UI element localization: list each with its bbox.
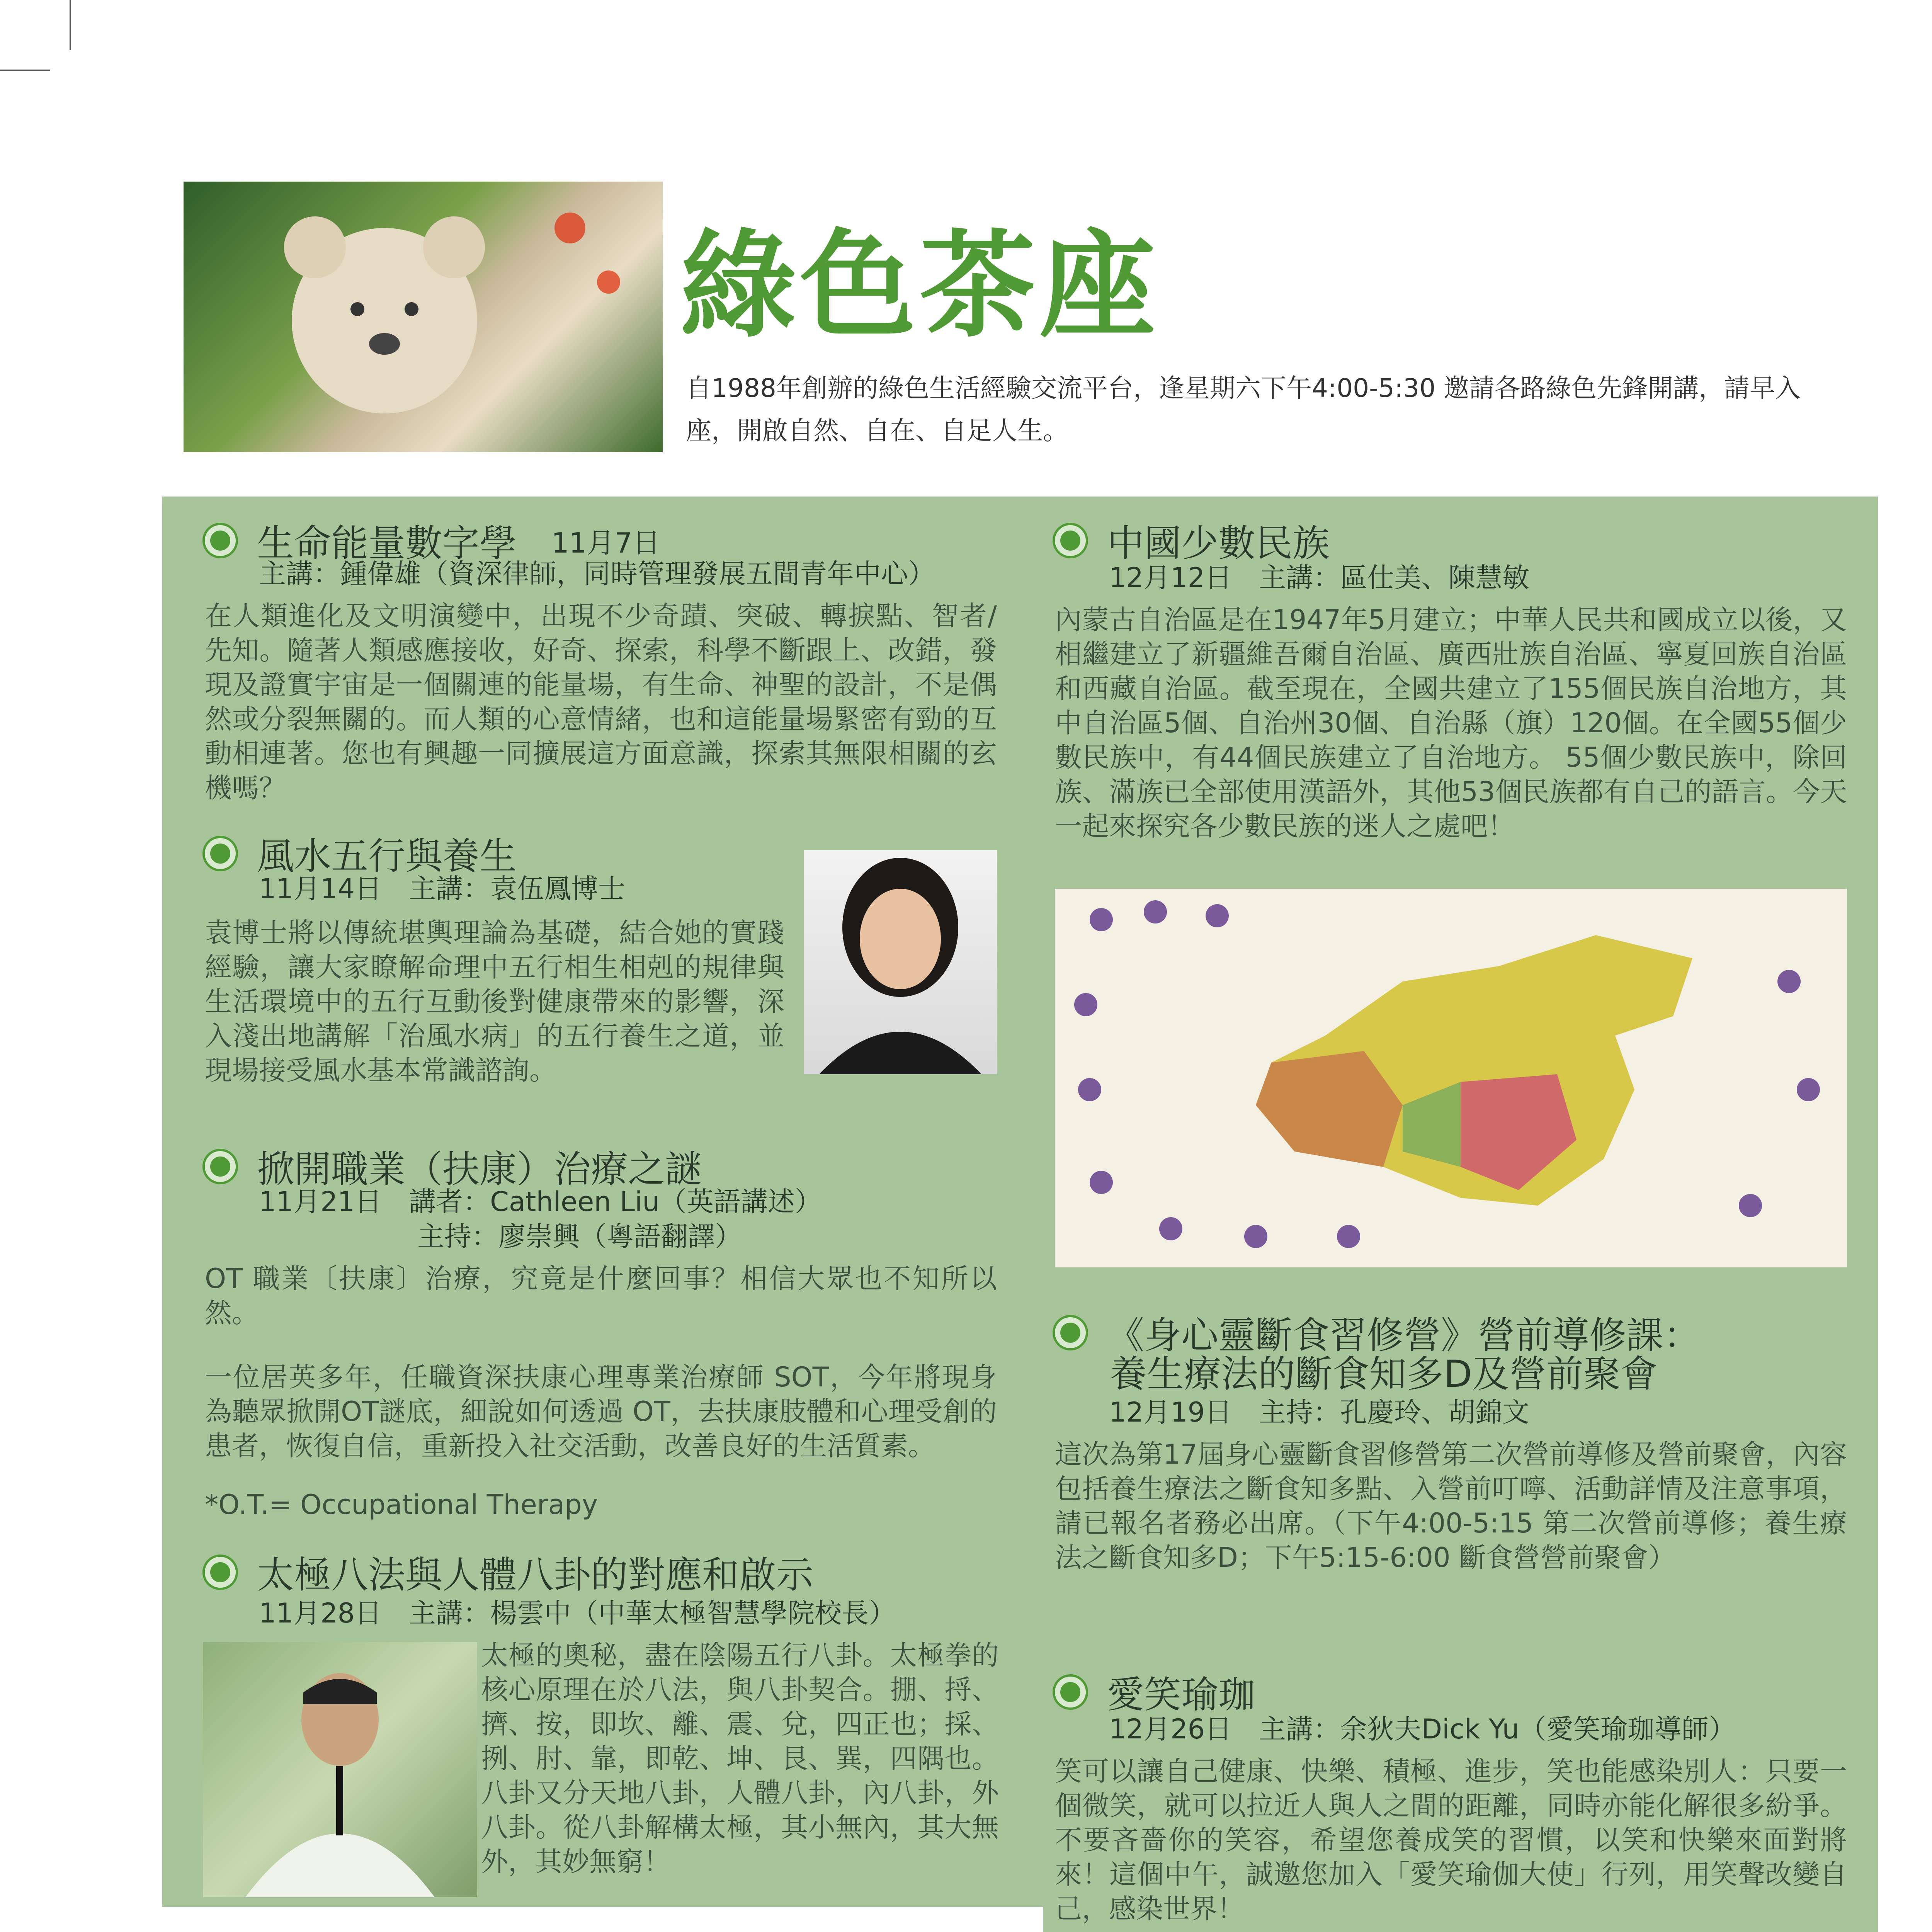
bullet-icon — [1055, 525, 1086, 556]
event-speaker: 11月28日 主講：楊雲中（中華太極智慧學院校長） — [259, 1597, 896, 1629]
bullet-icon — [1055, 1677, 1086, 1708]
event-speaker: 12月19日 主持：孔慶玲、胡錦文 — [1109, 1396, 1530, 1428]
event-description: 笑可以讓自己健康、快樂、積極、進步，笑也能感染別人：只要一個微笑，就可以拉近人與人之間的距離，同時亦能化解很多紛爭。不要吝嗇你的笑容，希望您養成笑的習慣，以笑和快樂來面對將來！這個中午，誠邀您加入「愛笑瑜伽大使」行列，用笑聲改變自己，感染世界！ — [1055, 1755, 1847, 1925]
teddy-bear-photo — [184, 182, 663, 452]
crop-mark — [70, 0, 71, 50]
event-speaker: 12月12日 主講：區仕美、陳慧敏 — [1109, 562, 1530, 594]
event-description: 一位居英多年，任職資深扶康心理專業治療師 SOT，今年將現身為聽眾掀開OT謎底，細說如何透過 OT，去扶康肢體和心理受創的患者，恢復自信，重新投入社交活動，改善良好的生活質素。 — [205, 1361, 997, 1462]
event-speaker: 主講：鍾偉雄（資深律師，同時管理發展五間青年中心） — [259, 558, 935, 590]
event-speaker: 12月26日 主講：余狄夫Dick Yu（愛笑瑜珈導師） — [1109, 1713, 1736, 1745]
bullet-icon — [1055, 1317, 1086, 1348]
event-host: 主持：廖崇興（粵語翻譯） — [417, 1221, 742, 1252]
page-subtitle: 自1988年創辦的綠色生活經驗交流平台，逢星期六下午4:00-5:30 邀請各路綠色先鋒開講，請早入座，開啟自然、自在、自足人生。 — [686, 373, 1801, 446]
speaker-photo — [203, 1642, 477, 1897]
event-speaker: 11月14日 主講：袁伍鳳博士 — [259, 873, 626, 905]
event-title — [205, 1928, 591, 1932]
event-title — [1055, 514, 1330, 567]
event-title — [1055, 1665, 1255, 1718]
speaker-photo — [804, 850, 997, 1074]
china-ethnic-map — [1055, 889, 1847, 1267]
page-title: 綠色茶座 — [680, 218, 1159, 353]
event-title-line2 — [1110, 1345, 1658, 1398]
event-title-text: 掀開職業（扶康）治療之謎 — [257, 1148, 702, 1191]
event-description: 這次為第17屆身心靈斷食習修營第二次營前導修及營前聚會，內容包括養生療法之斷食知多點、入營前叮嚀、活動詳情及注意事項，請已報名者務必出席。（下午4:00-5:15 第二次營前導修；養生療法之斷食知多D；下午5:15-6:00 斷食營營前聚會） — [1055, 1439, 1847, 1573]
event-title-text: 《身心靈斷食習修營》營前導修課： — [1107, 1314, 1701, 1357]
event-description: 在人類進化及文明演變中，出現不少奇蹟、突破、轉捩點、智者/先知。隨著人類感應接收，好奇、探索，科學不斷跟上、改錯，發現及證實宇宙是一個關連的能量場，有生命、神聖的設計，不是偶然或分裂無關的。而人類的心意情緒，也和這能量場緊密有勁的互動相連著。您也有興趣一同擴展這方面意識，探索其無限相關的玄機嗎？ — [205, 600, 997, 804]
event-description: 太極的奧秘，盡在陰陽五行八卦。太極拳的核心原理在於八法，與八卦契合。掤、捋、擠、按，即坎、離、震、兌，四正也；採、挒、肘、靠，即乾、坤、艮、巽，四隅也。八卦又分天地八卦，人體八卦，內八卦，外八卦。從八卦解構太極，其小無內，其大無外，其妙無窮！ — [481, 1639, 999, 1878]
event-description: OT 職業〔扶康〕治療，究竟是什麼回事？相信大眾也不知所以然。 — [205, 1263, 997, 1329]
bullet-icon — [205, 1151, 236, 1182]
event-note: *O.T.= Occupational Therapy — [205, 1489, 598, 1520]
bullet-icon — [205, 525, 236, 556]
event-date: 11月7日 — [551, 526, 660, 559]
event-title-text — [257, 1928, 591, 1932]
event-title-text: 生命能量數字學 — [257, 522, 517, 565]
event-title-text: 養生療法的斷食知多D及營前聚會 — [1110, 1352, 1658, 1396]
event-description: 袁博士將以傳統堪輿理論為基礎，結合她的實踐經驗，讓大家瞭解命理中五行相生相剋的規律與生活環境中的五行互動後對健康帶來的影響，深入淺出地講解「治風水病」的五行養生之道，並現場接受風水基本常識諮詢。 — [205, 917, 784, 1086]
event-speaker: 11月21日 講者：Cathleen Liu（英語講述） — [259, 1186, 822, 1218]
bullet-icon — [205, 1557, 236, 1588]
crop-mark — [0, 70, 50, 71]
event-title — [205, 1546, 813, 1599]
event-title-text: 愛笑瑜珈 — [1107, 1673, 1255, 1716]
event-title-text: 中國少數民族 — [1107, 522, 1330, 565]
bullet-icon — [205, 838, 236, 869]
event-title-text: 風水五行與養生 — [257, 835, 517, 878]
event-description: 內蒙古自治區是在1947年5月建立；中華人民共和國成立以後，又相繼建立了新疆維吾爾自治區、廣西壯族自治區、寧夏回族自治區和西藏自治區。截至現在，全國共建立了155個民族自治地方，其中自治區5個、自治州30個、自治縣（旗）120個。在全國55個少數民族中，有44個民族建立了自治地方。 55個少數民族中，除回族、滿族已全部使用漢語外，其他53個民族都有自己的語言。今天一起來探究各少數民族的迷人之處吧！ — [1055, 604, 1847, 842]
event-title-text: 太極八法與人體八卦的對應和啟示 — [257, 1553, 813, 1597]
